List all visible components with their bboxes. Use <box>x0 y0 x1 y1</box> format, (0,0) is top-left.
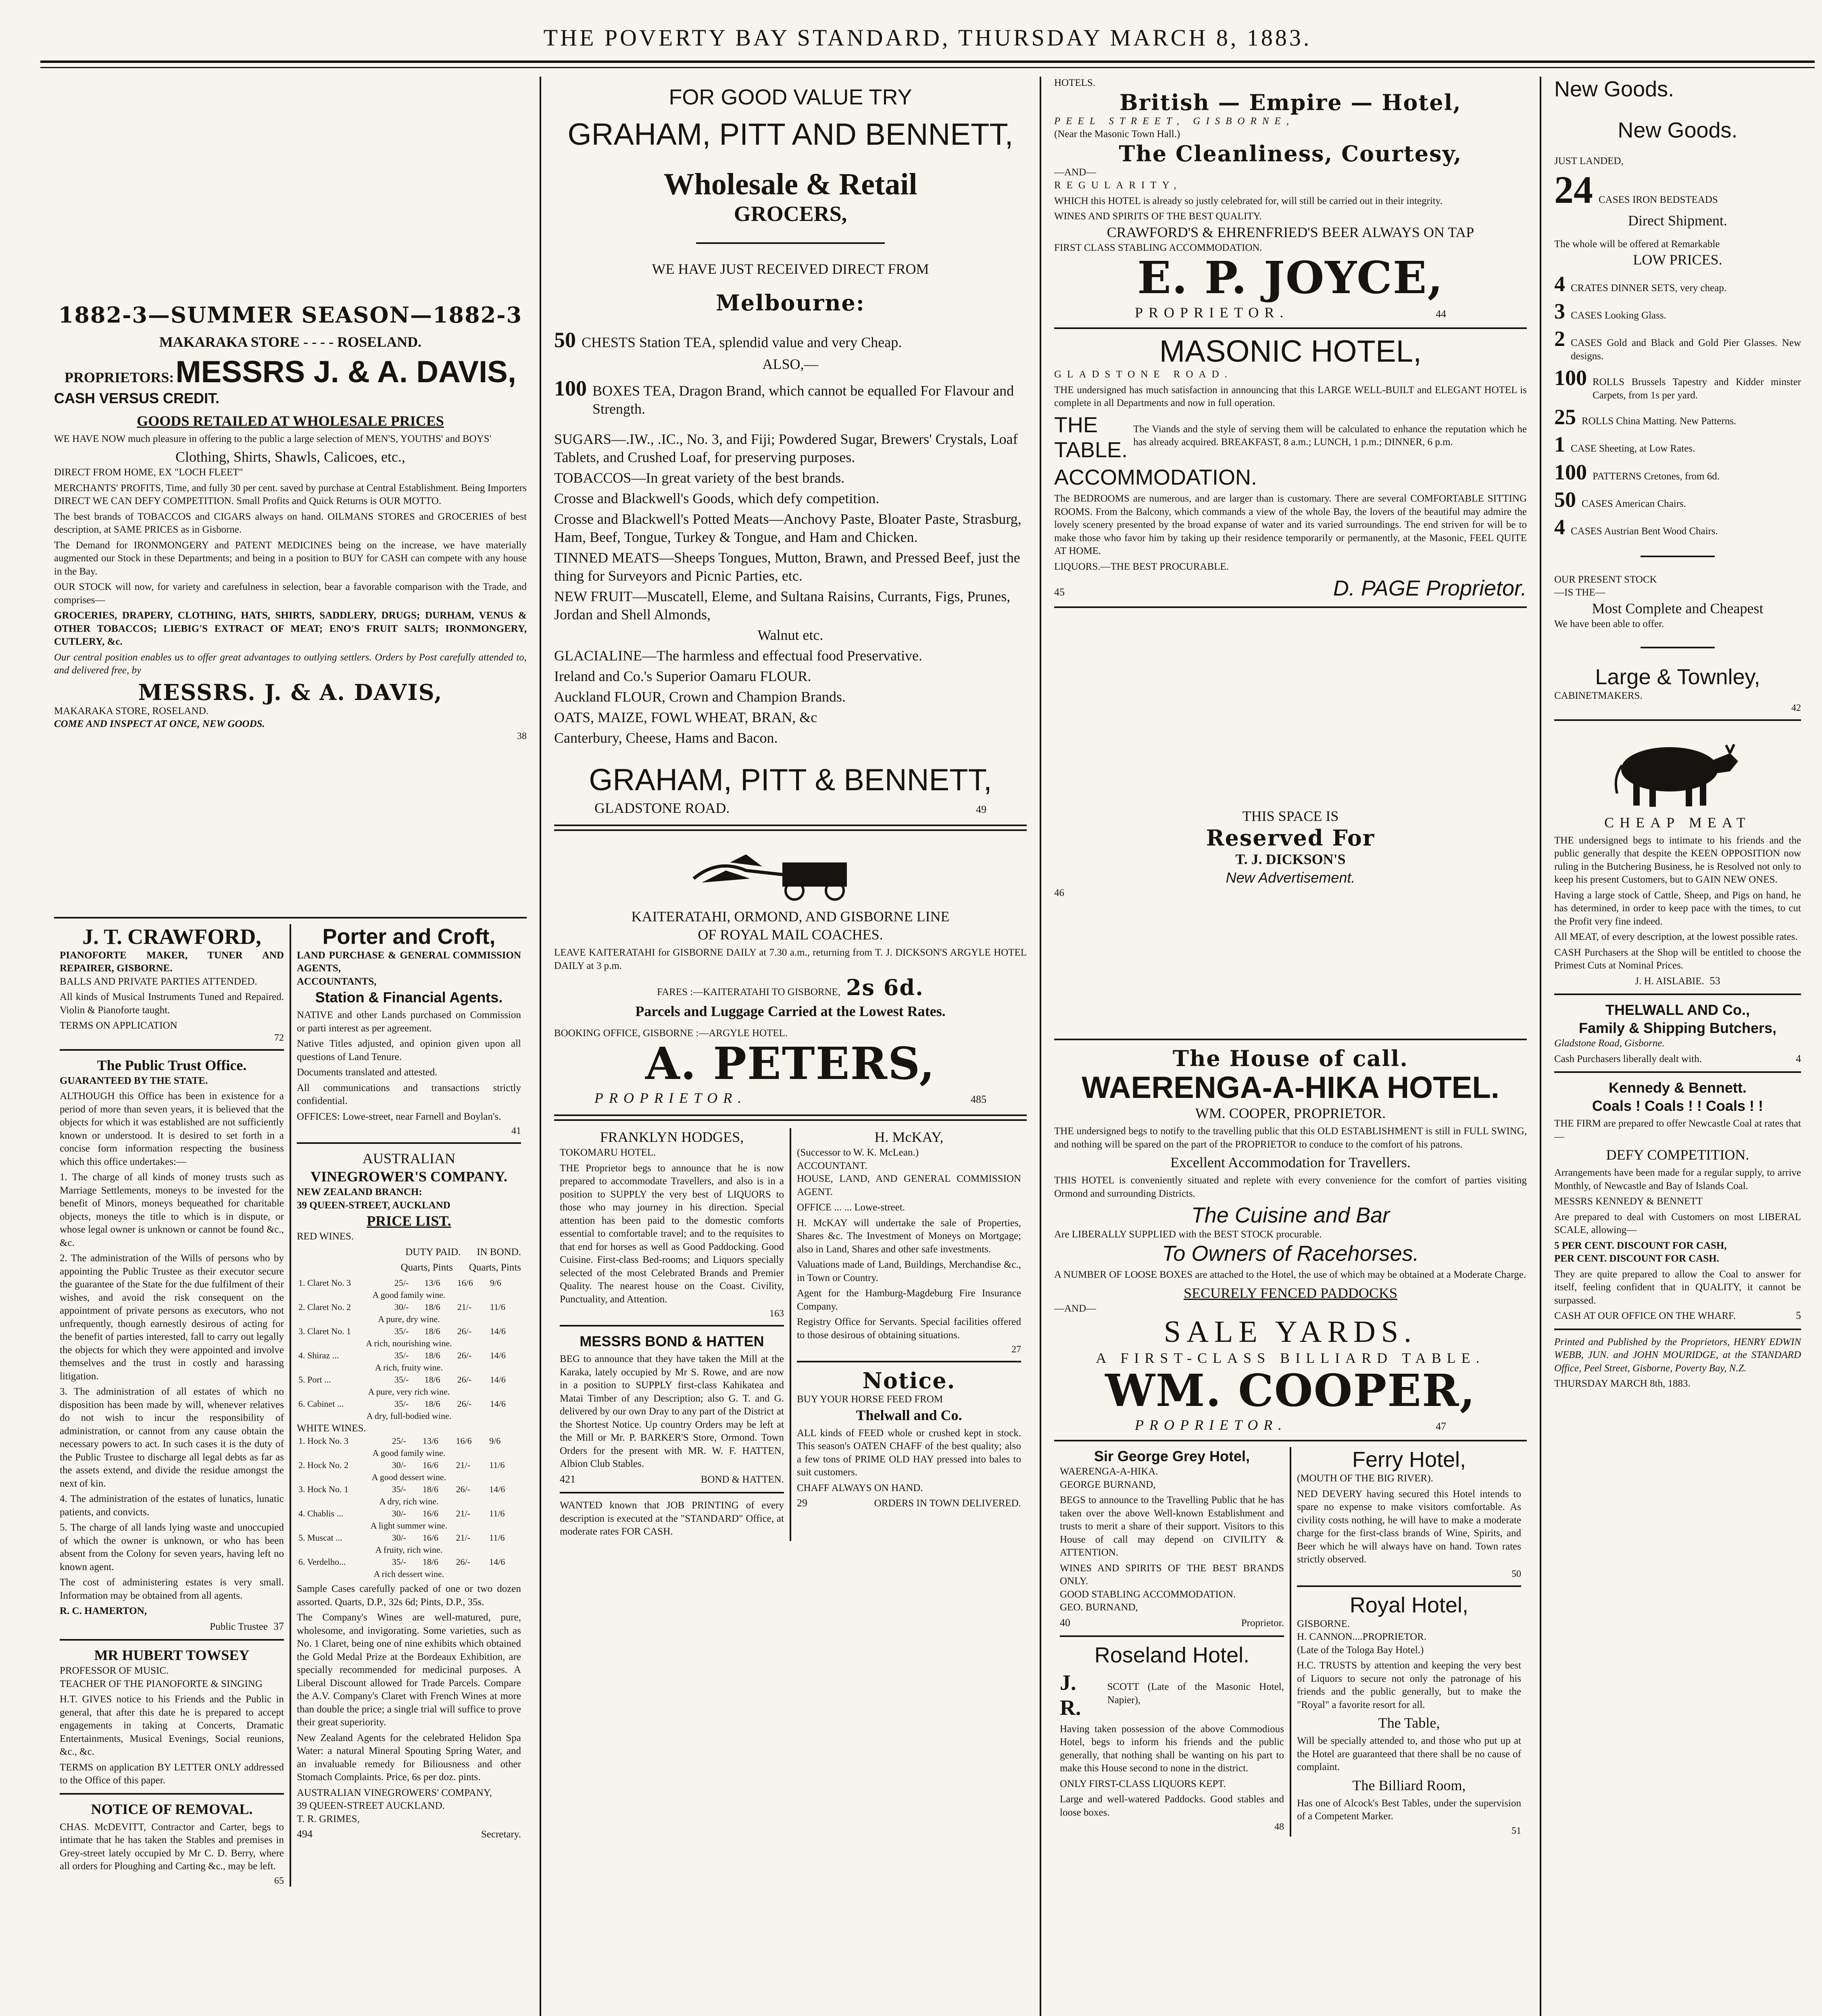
list-item <box>1554 326 1801 363</box>
table-row <box>297 1483 521 1495</box>
wine-price: 25/- <box>392 1436 407 1446</box>
bond-advert: MESSRS BOND & HATTEN BEG to announce that they have taken the Mill at the Karaka, lately occupied by Mr S. Rowe, and are now in a position to SUPPLY first-class Kahikatea and Matai Timber of any Description; also G. T. and G. delivered by our own Dray to any part of the District at the Shortest Notice. Up country Orders may be left at the Mill or Mr. P. BARKER'S Store, Ormond. Town Orders for the present with MR. W. F. HATTEN, Albion Club Stables. 421 BOND & HATTEN. <box>560 1333 784 1485</box>
wine-price: 18/6 <box>424 1326 440 1336</box>
wine-name: 5. Port ... <box>298 1374 331 1385</box>
col2-split <box>554 1128 1027 1541</box>
gpb-advert: FOR GOOD VALUE TRY GRAHAM, PITT AND BENNETT, Wholesale & Retail GROCERS, WE HAVE JUST RECEIVED DIRECT FROM Melbourne: 50 CHESTS Station TEA, splendid value and very Cheap. ALSO,— 100 BOXES TEA, Dragon Brand, which cannot be equalled For Flavour and Strength. SUGARS—.IW., .IC., No. 3, and Fiji; Powdered Sugar, Brewers' Crystals, Loaf Tablets, and Crushed Loaf, for preserving purposes. TOBACCOS—In great variety of the best brands. Crosse and Blackwell's Goods, which defy competition. Crosse and Blackwell's Potted Meats—Anchovy Paste, Bloater Paste, Strasburg, Ham, Beef, Tongue, Turkey & Tongue, and Ham and Chicken. TINNED MEATS—Sheeps Tongues, Mutton, Brawn, and Pressed Beef, just the thing for Surveyors and Picnic Parties, etc. NEW FRUIT—Muscatell, Eleme, and Sultana Raisins, Currants, Figs, Prunes, Jordan and Shell Almonds, Walnut etc. GLACIALINE—The harmless and effectual food Preservative. Ireland and Co.'s Superior Oamaru FLOUR. Auckland FLOUR, Crown and Champion Brands. OATS, MAIZE, FOWL WHEAT, BRAN, &c Canterbury, Cheese, Hams and Bacon. GRAHAM, PITT & BENNETT, GLADSTONE ROAD. 49 <box>554 85 1021 816</box>
table-row <box>297 1350 521 1362</box>
table-row <box>297 1520 521 1532</box>
wine-price: 26/- <box>457 1398 472 1409</box>
british-empire-advert: HOTELS. British — Empire — Hotel, PEEL STREET, GISBORNE, (Near the Masonic Town Hall.) The Cleanliness, Courtesy, —AND— REGULARITY, WHICH this HOTEL is already so justly celebrated for, will still be carried out in their integrity. WINES AND SPIRITS OF THE BEST QUALITY. CRAWFORD'S & EHRENFRIED'S BEER ALWAYS ON TAP FIRST CLASS STABLING ACCOMMODATION. E. P. JOYCE, PROPRIETOR. 44 <box>1054 77 1474 321</box>
table-row <box>297 1289 521 1301</box>
porter-advert: Porter and Croft, LAND PURCHASE & GENERAL COMMISSION AGENTS, ACCOUNTANTS, Station & Financial Agents. NATIVE and other Lands purchased on Commission or parti interest as per agreement. Native Titles adjusted, and opinion given upon all questions of Land Tenure. Documents translated and attested. All communications and transactions strictly confidential. OFFICES: Lowe-street, near Farnell and Boylan's. 41 <box>297 924 521 1137</box>
table-row <box>297 1374 521 1386</box>
kennedy-advert: Kennedy & Bennett. Coals ! Coals ! ! Coals ! ! THE FIRM are prepared to offer Newcastle Coal at rates that— DEFY COMPETITION. Arrangements have been made for a regular supply, to arrive Monthly, of Newcastle and Bay of Islands Coal. MESSRS KENNEDY & BENNETT Are prepared to deal with Customers on most LIBERAL SCALE, allowing— 5 PER CENT. DISCOUNT FOR CASH, PER CENT. DISCOUNT FOR CASH. They are quite prepared to allow the Coal to answer for itself, feeling confident that in QUALITY, it cannot be surpassed. CASH AT OUR OFFICE ON THE WHARF. 5 <box>1554 1079 1801 1322</box>
list-item <box>1554 514 1801 539</box>
item-quantity: 25 <box>1554 405 1576 429</box>
list-item <box>1554 487 1801 512</box>
wine-price: 11/6 <box>489 1508 505 1519</box>
wine-name: 6. Cabinet ... <box>298 1398 344 1409</box>
item-description: CRATES DINNER SETS, very cheap. <box>1571 283 1727 294</box>
wine-name: 1. Hock No. 3 <box>298 1436 349 1446</box>
wine-price: 26/- <box>457 1350 472 1360</box>
item-quantity: 100 <box>1554 366 1587 390</box>
wine-name: 4. Shiraz ... <box>298 1350 339 1360</box>
wine-description: A rich, fruity wine. <box>375 1362 443 1372</box>
wine-price: 18/6 <box>422 1557 439 1567</box>
white-wine-table <box>297 1435 521 1580</box>
wine-name: 3. Hock No. 1 <box>298 1484 349 1495</box>
wine-description: A good family wine. <box>372 1289 446 1300</box>
table-row <box>297 1471 521 1483</box>
item-quantity: 4 <box>1554 514 1565 539</box>
item-quantity: 1 <box>1554 432 1565 457</box>
item-quantity: 3 <box>1554 299 1565 324</box>
davis-advert: 1882-3—SUMMER SEASON—1882-3 MAKARAKA STORE - - - - ROSELAND. PROPRIETORS: MESSRS J. & A. DAVIS, CASH VERSUS CREDIT. GOODS RETAILED AT WHOLESALE PRICES WE HAVE NOW much pleasure in offering to the public a large selection of MEN'S, YOUTHS' and BOYS' Clothing, Shirts, Shawls, Calicoes, etc., DIRECT FROM HOME, EX "LOCH FLEET" MERCHANTS' PROFITS, Time, and fully 30 per cent. saved by purchase at Central Establishment. Being Importers DIRECT WE CAN DEFY COMPETITION. Small Profits and Quick Returns is OUR MOTTO. The best brands of TOBACCOS and CIGARS always on hand. OILMANS STORES and GROCERIES of best description, at SAME PRICES as in Gisborne. The Demand for IRONMONGERY and PATENT MEDICINES being on the increase, we have materially augmented our Stock in these Departments; and being in a position to BUY for CASH can compete with any house in the Bay. OUR STOCK will now, for variety and carefulness in selection, bear a favorable comparison with the Trade, and comprises— GROCERIES, DRAPERY, CLOTHING, HATS, SHIRTS, SADDLERY, DRUGS; DURHAM, VENUS & OTHER TOBACCOS; LIEBIG'S EXTRACT OF MEAT; ENO'S FRUIT SALTS; IRONMONGERY, CUTLERY, &c. Our central position enables us to offer great advantages to outlying settlers. Orders by Post carefully attended to, and delivered free, by MESSRS. J. & A. DAVIS, MAKARAKA STORE, ROSELAND. COME AND INSPECT AT ONCE, NEW GOODS. 38 <box>54 302 527 741</box>
table-row <box>297 1325 521 1337</box>
wine-price: 14/6 <box>490 1350 506 1360</box>
wine-price: 9/6 <box>490 1277 501 1288</box>
item-quantity: 2 <box>1554 327 1565 351</box>
table-row <box>297 1447 521 1459</box>
ferry-advert: Ferry Hotel, (MOUTH OF THE BIG RIVER). NED DEVERY having secured this Hotel intends to spare no expense to make visitors comfortable. As civility costs nothing, he will have to make a moderate charge for the first-class brands of Wine, Spirits, and Beer which he will always have on hand. Town rates strictly observed. 50 <box>1297 1447 1521 1579</box>
table-row <box>297 1459 521 1471</box>
wine-description: A dry, rich wine. <box>379 1496 439 1507</box>
column-1 <box>40 77 540 2016</box>
wine-price: 25/- <box>394 1277 409 1288</box>
wine-name: 3. Claret No. 1 <box>298 1326 351 1336</box>
wine-price: 35/- <box>392 1484 407 1495</box>
wine-price: 14/6 <box>490 1326 506 1336</box>
wine-price: 30/- <box>392 1460 407 1470</box>
wine-price: 26/- <box>457 1374 472 1385</box>
red-wine-table <box>297 1277 521 1422</box>
wine-price: 26/- <box>456 1557 471 1567</box>
grey-advert: Sir George Grey Hotel, WAERENGA-A-HIKA. GEORGE BURNAND, BEGS to announce to the Travelling Public that he has taken over the above Well-known Establishment and trusts to merit a share of their support. Visitors to this House of call may depend on CIVILITY & ATTENTION. WINES AND SPIRITS OF THE BEST BRANDS ONLY. GOOD STABLING ACCOMMODATION. GEO. BURNAND, 40 Proprietor. <box>1060 1448 1284 1629</box>
wine-price: 18/6 <box>424 1302 440 1312</box>
trust-advert: The Public Trust Office. GUARANTEED BY THE STATE. ALTHOUGH this Office has been in existence for a period of more than seven years, it is believed that the objects for which it was established are not sufficiently known or understood. It is desired to set forth in a concise form information respecting the business which this office undertakes:— 1. The charge of all kinds of money trusts such as Marriage Settlements, moneys to be invested for the benefit of Minors, moneys bequeathed for charitable objects, moneys the title to which is in dispute, or whose legal owner is unknown or cannot be found &c., &c. 2. The administration of the Wills of persons who by appointing the Public Trustee as their executor secure the guarantee of the State for the due fulfilment of their wishes, and avoid the risk consequent on the appointment of private persons as executors, who not unfrequently, though earnestly desirous of acting for the benefit of parties interested, fall to carry out legally the objects for which they were appointed and involve themselves and the trust in costly and harassing litigation. 3. The administration of all estates of which no disposition has been made by will, whenever relatives do not wish to incur the responsibility of administration, or cannot from any cause obtain the necessary powers to act. In such cases it is the duty of the Public Trustee to discharge all legal debts as far as the assets extend, and divide the residue amongst the next of kin. 4. The administration of the estates of lunatics, lunatic patients, and convicts. 5. The charge of all lands lying waste and unoccupied of which the owner is unknown, or who has been absent from the Colony for seven years, having left no known agent. The cost of administering estates is very small. Information may be obtained from all agents. R. C. HAMERTON, Public Trustee 37 <box>60 1057 284 1632</box>
wine-price: 21/- <box>456 1460 471 1470</box>
royal-advert: Royal Hotel, GISBORNE. H. CANNON....PROPRIETOR. (Late of the Tologa Bay Hotel.) H.C. TRUSTS by attention and keeping the very best of Liquors to secure not only the patronage of his friends and the public generally, but to make the "Royal" a favorite resort for all. The Table, Will be specially attended to, and those who put up at the Hotel are guaranteed that there shall be no cause of complaint. The Billiard Room, Has one of Alcock's Best Tables, under the supervision of a Competent Marker. 51 <box>1297 1593 1521 1836</box>
table-row <box>297 1568 521 1580</box>
item-description: CASES Austrian Bent Wood Chairs. <box>1571 525 1718 537</box>
reserved-space: THIS SPACE IS Reserved For T. J. DICKSON'S New Advertisement. 46 <box>1054 808 1375 899</box>
table-row <box>297 1410 521 1422</box>
list-item <box>1554 365 1801 402</box>
wine-price: 16/6 <box>422 1460 439 1470</box>
wine-price: 16/6 <box>457 1277 473 1288</box>
wine-price: 26/- <box>456 1484 471 1495</box>
wanted-advert: WANTED known that JOB PRINTING of every description is executed at the "STANDARD" Office, at moderate rates FOR CASH. <box>560 1500 784 1537</box>
wine-price: 30/- <box>392 1533 407 1543</box>
wine-price: 21/- <box>456 1508 471 1519</box>
wine-name: 2. Hock No. 2 <box>298 1460 349 1470</box>
wine-price: 35/- <box>394 1374 409 1385</box>
cheap-meat-advert: CHEAP MEAT THE undersigned begs to intimate to his friends and the public generally that despite the KEEN OPPOSITION now ruling in the Butchering Business, he is Resolved not only to keep his present Customers, but to GAIN NEW ONES. Having a large stock of Cattle, Sheep, and Pigs on hand, he has determined, in order to keep pace with the times, to cut the Profit very fine indeed. All MEAT, of every description, at the lowest possible rates. CASH Purchasers at the Shop will be entitled to choose the Primest Cuts at Nominal Prices. J. H. AISLABIE. 53 <box>1554 733 1801 988</box>
wine-price: 18/6 <box>424 1374 440 1385</box>
table-row <box>297 1435 521 1447</box>
wine-price: 14/6 <box>490 1398 506 1409</box>
wine-price: 14/6 <box>489 1557 505 1567</box>
item-description: ROLLS Brussels Tapestry and Kidder minster Carpets, from 1s per yard. <box>1593 377 1801 401</box>
wine-price: 35/- <box>394 1326 409 1336</box>
notice-advert: Notice. BUY YOUR HORSE FEED FROM Thelwall and Co. ALL kinds of FEED whole or crushed kept in stock. This season's OATEN CHAFF of the best quality; also a few tons of PRIME OLD HAY pressed into bales to suit customers. CHAFF ALWAYS ON HAND. 29 ORDERS IN TOWN DELIVERED. <box>797 1368 1021 1509</box>
wine-name: 5. Muscat ... <box>298 1533 342 1543</box>
table-row <box>297 1277 521 1289</box>
removal-advert: NOTICE OF REMOVAL. CHAS. McDEVITT, Contractor and Carter, begs to intimate that he has taken the Stables and premises in Grey-street lately occupied by Mr C. D. Berry, where all orders for Ploughing and Carting &c., may be left. 65 <box>60 1801 284 1886</box>
masthead-rule-thin <box>40 67 1815 68</box>
wine-description: A fruity, rich wine. <box>375 1545 443 1555</box>
wine-description: A light summer wine. <box>370 1520 448 1531</box>
col1-split <box>54 924 527 1887</box>
table-row <box>297 1508 521 1520</box>
item-description: PATTERNS Cretones, from 6d. <box>1593 471 1720 482</box>
coach-advert: KAITERATAHI, ORMOND, AND GISBORNE LINE OF ROYAL MAIL COACHES. LEAVE KAITERATAHI for GISBORNE DAILY at 7.30 a.m., returning from T. J. DICKSON'S ARGYLE HOTEL DAILY at 3 p.m. FARES :—KAITERATAHI TO GISBORNE, 2s 6d. Parcels and Luggage Carried at the Lowest Rates. BOOKING OFFICE, GISBORNE :—ARGYLE HOTEL. A. PETERS, PROPRIETOR. 485 <box>554 838 1027 1107</box>
table-row <box>297 1301 521 1313</box>
hodges-advert: FRANKLYN HODGES, TOKOMARU HOTEL. THE Proprietor begs to announce that he is now prepared to accommodate Travellers, and also is in a position to SUPPLY the very best of LIQUORS to those who may journey in his direction. Special attention has been paid to the domestic comforts essential to comfortable travel; and to the requisites to that end for horses as well as Good Paddocking. Good Cuisine. First-class Bed-rooms; and Liquors specially selected of the most Celebrated Brands and Premier Quality. The nearest house on the Coast. Civility, Punctuality, and Attention. 163 <box>560 1129 784 1319</box>
wine-price: 13/6 <box>422 1436 439 1446</box>
crawford-advert: J. T. CRAWFORD, PIANOFORTE MAKER, TUNER AND REPAIRER, GISBORNE. BALLS AND PRIVATE PARTIES ATTENDED. All kinds of Musical Instruments Tuned and Repaired. Violin & Pianoforte taught. TERMS ON APPLICATION 72 <box>60 924 284 1043</box>
wine-price: 35/- <box>394 1350 409 1360</box>
new-goods-list <box>1554 271 1801 539</box>
masthead-rule <box>40 60 1815 63</box>
column-4 <box>1541 77 1815 2016</box>
table-row <box>297 1386 521 1398</box>
wine-price: 14/6 <box>490 1374 506 1385</box>
wine-description: A rich, nourishing wine. <box>366 1338 452 1348</box>
list-item <box>1554 299 1801 324</box>
item-description: ROLLS China Matting. New Patterns. <box>1582 416 1737 427</box>
new-goods-advert: New Goods. New Goods. JUST LANDED, 24 CASES IRON BEDSTEADS Direct Shipment. The whole will be offered at Remarkable LOW PRICES. 4 CRATES DINNER SETS, very cheap. 3 CASES Looking Glass. 2 CASES Gold and Black and Gold Pier Glasses. New designs. 100 ROLLS Brussels Tapestry and Kidder minster Carpets, from 1s per yard. 25 ROLLS China Matting. New Patterns. 1 CASE Sheeting, at Low Rates. 100 PATTERNS Cretones, from 6d. 50 CASES American Chairs. 4 CASES Austrian Bent Wood Chairs. OUR PRESENT STOCK —IS THE— Most Complete and Cheapest We have been able to offer. Large & Townley, CABINETMAKERS. 42 <box>1554 77 1801 713</box>
item-description: CASES Gold and Black and Gold Pier Glasses. New designs. <box>1571 337 1801 362</box>
table-row <box>297 1532 521 1544</box>
wine-description: A dry, full-bodied wine. <box>366 1410 452 1421</box>
wine-price: 13/6 <box>424 1277 440 1288</box>
item-quantity: 50 <box>1554 487 1576 512</box>
roseland-advert: Roseland Hotel. J. R. SCOTT (Late of the Masonic Hotel, Napier), Having taken possession of the above Commodious Hotel, begs to inform his friends and the public generally, that nothing shall be wanting on his part to make this House second to none in the district. ONLY FIRST-CLASS LIQUORS KEPT. Large and well-watered Paddocks. Good stables and loose boxes. 48 <box>1060 1643 1284 1832</box>
wine-price: 16/6 <box>456 1436 472 1446</box>
wine-price: 18/6 <box>424 1350 440 1360</box>
waerenga-advert: The House of call. WAERENGA-A-HIKA HOTEL. WM. COOPER, PROPRIETOR. THE undersigned begs to notify to the travelling public that this OLD ESTABLISHMENT is still in FULL SWING, and nothing will be spared on the part of the PROPRIETOR to conduce to the comfort of his patrons. Excellent Accommodation for Travellers. THIS HOTEL is conveniently situated and replete with every convenience for the comfort of parties visiting Ormond and surrounding Districts. The Cuisine and Bar Are LIBERALLY SUPPLIED with the BEST STOCK procurable. To Owners of Racehorses. A NUMBER OF LOOSE BOXES are attached to the Hotel, the use of which may be obtained at a Moderate Charge. SECURELY FENCED PADDOCKS —AND— SALE YARDS. A FIRST-CLASS BILLIARD TABLE. WM. COOPER, PROPRIETOR. 47 <box>1054 1045 1527 1433</box>
wine-description: A pure, dry wine. <box>378 1314 440 1324</box>
table-row <box>297 1313 521 1325</box>
wine-price: 26/- <box>457 1326 472 1336</box>
table-row <box>297 1362 521 1374</box>
item-quantity: 4 <box>1554 272 1565 296</box>
col3-split <box>1054 1447 1527 1837</box>
table-row <box>297 1495 521 1508</box>
wine-name: 2. Claret No. 2 <box>298 1302 351 1312</box>
wine-price: 30/- <box>392 1508 407 1519</box>
bull-icon <box>1609 733 1746 810</box>
table-row <box>297 1544 521 1556</box>
list-item <box>1554 432 1801 457</box>
wine-name: 4. Chablis ... <box>298 1508 344 1519</box>
wine-price: 11/6 <box>489 1460 505 1470</box>
table-row <box>297 1337 521 1350</box>
wine-price: 11/6 <box>490 1302 506 1312</box>
wine-name: 6. Verdelho... <box>298 1557 346 1567</box>
wine-price: 30/- <box>394 1302 409 1312</box>
wine-description: A good dessert wine. <box>371 1472 446 1483</box>
towsey-advert: MR HUBERT TOWSEY PROFESSOR OF MUSIC. TEACHER OF THE PIANOFORTE & SINGING H.T. GIVES notice to his Friends and the Public in general, that after this date he is prepared to accept engagements in taking at Concerts, Dramatic Entertainments, Musical Evenings, Social reunions, &c., &c. TERMS on application BY LETTER ONLY addressed to the Office of this paper. <box>60 1647 284 1786</box>
table-row <box>297 1556 521 1568</box>
wine-description: A rich dessert wine. <box>373 1569 444 1579</box>
vinegrower-advert: AUSTRALIAN VINEGROWER'S COMPANY. NEW ZEALAND BRANCH: 39 QUEEN-STREET, AUCKLAND PRICE LIST. RED WINES. DUTY PAID. IN BOND. Quarts, Pints Quarts, Pints 1. Claret No. 3 25/- 13/6 16/6 9/6 A good family wine. 2. Claret No. 2 30/- 18/6 21/- 11/6 A pure, dry wine. 3. Claret No. 1 35/- 18/6 26/- 14/6 A rich, nourishing wine. 4. Shiraz ... 35/- 18/6 26/- 14/6 A rich, fruity wine. 5. Port ... 35/- 18/6 26/- 14/6 A pure, very rich wine. 6. Cabinet ... 35/- 18/6 26/- 14/6 A dry, full-bodied wine. WHITE WINES. 1. Hock No. 3 25/- 13/6 16/6 9/6 A good family wine. 2. Hock No. 2 30/- 16/6 21/- 11/6 A good dessert wine. 3. Hock No. 1 35/- 18/6 26/- 14/6 A dry, rich wine. 4. Chablis ... 30/- 16/6 21/- 11/6 A light summer wine. 5. Muscat ... 30/- 16/6 21/- 11/6 A fruity, rich wine. 6. Verdelho... 35/- 18/6 26/- 14/6 A rich dessert wine. Sample Cases carefully packed of one or two dozen assorted. Quarts, D.P., 32s 6d; Pints, D.P., 35s. The Company's Wines are well-matured, pure, wholesome, and invigorating. Some varieties, such as No. 1 Claret, being one of nine exhibits which obtained the Gold Medal Prize at the Bordeaux Exhibition, are specially recommended for medicinal purposes. A Liberal Discount allowed for Trade Parcels. Compare the A.V. Company's Claret with French Wines at more than double the price; a single trial will suffice to prove their great superiority. New Zealand Agents for the celebrated Helidon Spa Water: a natural Mineral Spouting Spring Water, and an invaluable remedy for Biliousness and other Stomach Complaints. Price, 6s per doz. pints. AUSTRALIAN VINEGROWERS' COMPANY, 39 QUEEN-STREET AUCKLAND. T. R. GRIMES, 494 Secretary. <box>297 1150 521 1840</box>
imprint: Printed and Published by the Proprietors, HENRY EDWIN WEBB, JUN. and JOHN MOURIDGE, at the STANDARD Office, Peel Street, Gisborne, Poverty Bay, N.Z. THURSDAY MARCH 8th, 1883. <box>1554 1336 1801 1389</box>
item-description: CASES Looking Glass. <box>1571 310 1666 321</box>
masthead: THE POVERTY BAY STANDARD, THURSDAY MARCH 8, 1883. <box>543 25 1312 51</box>
list-item <box>1554 271 1801 296</box>
column-3 <box>1040 77 1541 2016</box>
wine-price: 18/6 <box>424 1398 440 1409</box>
masonic-advert: MASONIC HOTEL, GLADSTONE ROAD. THE undersigned has much satisfaction in announcing that this LARGE WELL-BUILT and ELEGANT HOTEL is complete in all Departments and now in full operation. THE TABLE. The Viands and the style of serving them will be calculated to enhance the reputation which he has already acquired. BREAKFAST, 8 a.m.; LUNCH, 1 p.m.; DINNER, 6 p.m. ACCOMMODATION. The BEDROOMS are numerous, and are larger than is customary. There are several COMFORTABLE SITTING ROOMS. From the Balcony, which commands a view of the whole Bay, the lovers of the beautiful may admire the lovely scenery presented by the broad expanse of water and its varied surroundings. The end striven for will be to make those who favor him by taking up their residence temporarily or permanently, at the Masonic, FEEL QUITE AT HOME. LIQUORS.—THE BEST PROCURABLE. 45 D. PAGE Proprietor. <box>1054 334 1527 601</box>
wine-price: 35/- <box>392 1557 407 1567</box>
column-2 <box>540 77 1040 2016</box>
list-item <box>1554 404 1801 429</box>
list-item <box>1554 460 1801 485</box>
wine-description: A good family wine. <box>372 1448 446 1458</box>
wine-price: 21/- <box>456 1533 471 1543</box>
wine-price: 14/6 <box>489 1484 505 1495</box>
wine-price: 18/6 <box>422 1484 439 1495</box>
wine-price: 9/6 <box>489 1436 501 1446</box>
wine-price: 35/- <box>394 1398 409 1409</box>
thelwall-advert: THELWALL AND Co., Family & Shipping Butchers, Gladstone Road, Gisborne. Cash Purchasers liberally dealt with. 4 <box>1554 1002 1801 1064</box>
wine-name: 1. Claret No. 3 <box>298 1277 351 1288</box>
table-row <box>297 1398 521 1410</box>
wine-price: 16/6 <box>422 1508 439 1519</box>
wine-price: 11/6 <box>489 1533 505 1543</box>
coach-icon <box>629 838 952 903</box>
item-description: CASE Sheeting, at Low Rates. <box>1571 443 1695 454</box>
mckay-advert: H. McKAY, (Successor to W. K. McLean.) ACCOUNTANT. HOUSE, LAND, AND GENERAL COMMISSION AGENT. OFFICE ... ... Lowe-street. H. McKAY will undertake the sale of Properties, Shares &c. The Investment of Moneys on Mortgage; also in Land, Shares and other safe investments. Valuations made of Land, Buildings, Merchandise &c., in Town or Country. Agent for the Hamburg-Magdeburg Fire Insurance Company. Registry Office for Servants. Special facilities offered to those desirous of obtaining situations. 27 <box>797 1129 1021 1355</box>
item-description: CASES American Chairs. <box>1582 498 1686 509</box>
wine-price: 16/6 <box>422 1533 439 1543</box>
wine-description: A pure, very rich wine. <box>368 1386 450 1397</box>
item-quantity: 100 <box>1554 460 1587 484</box>
wine-price: 21/- <box>457 1302 472 1312</box>
